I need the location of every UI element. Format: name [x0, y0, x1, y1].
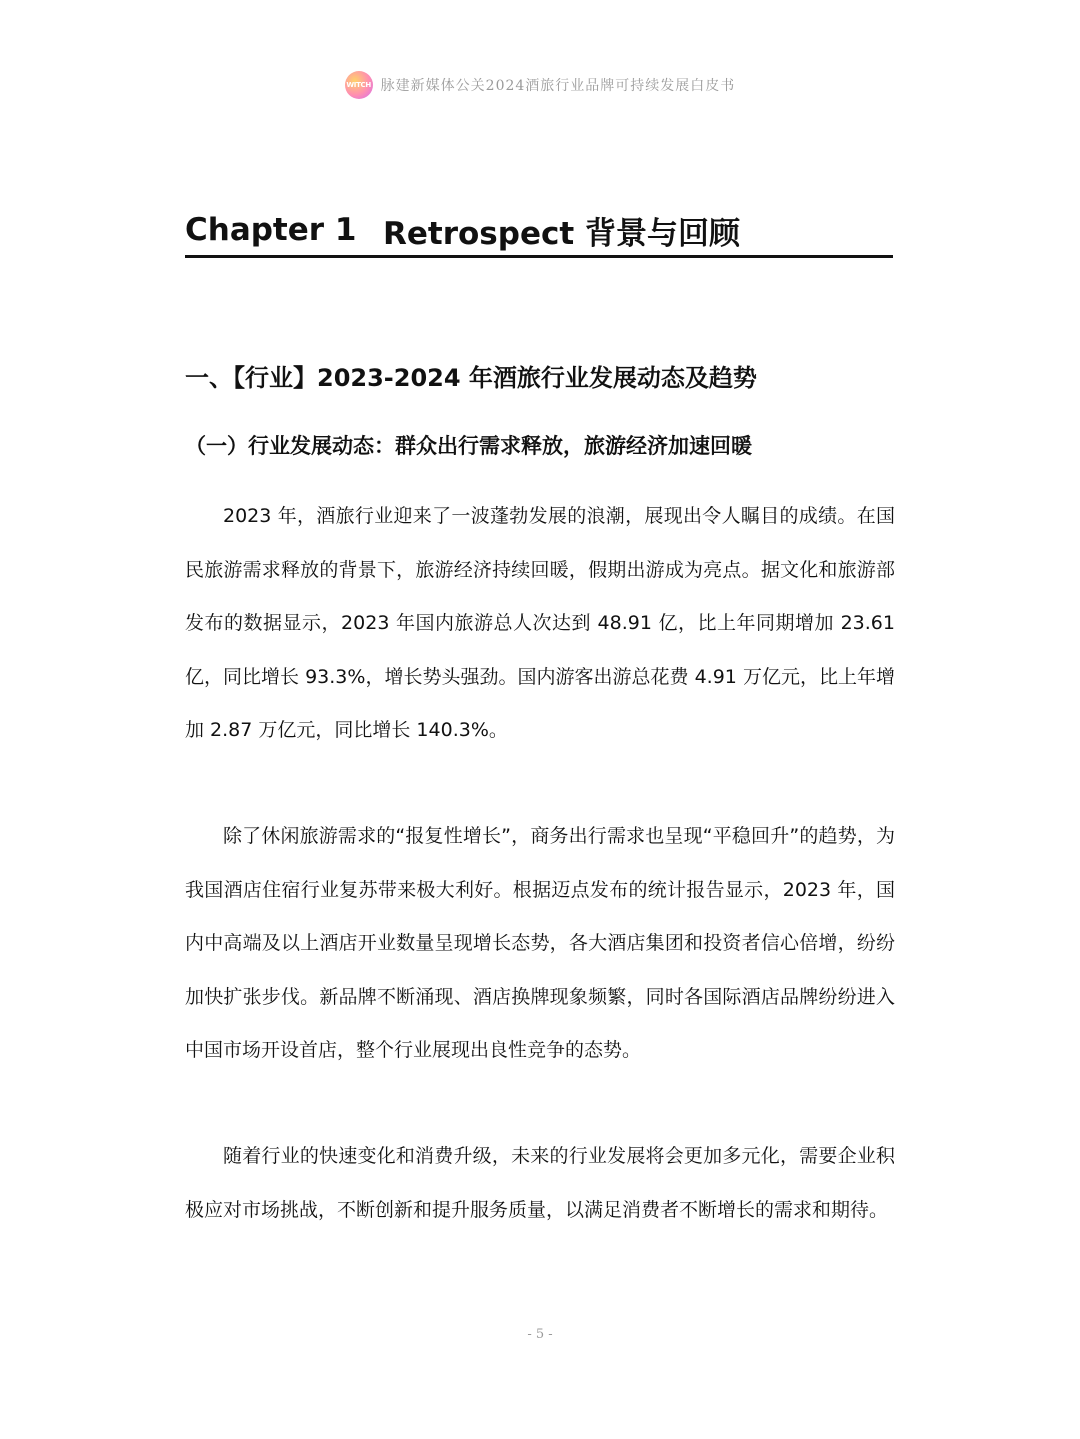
header-title: 脉建新媒体公关2024酒旅行业品牌可持续发展白皮书 [380, 78, 736, 94]
body-paragraph: 随着行业的快速变化和消费升级，未来的行业发展将会更加多元化，需要企业积极应对市场挑战，不断创新和提升服务质量，以满足消费者不断增长的需求和期待。 [185, 1145, 895, 1221]
chapter-title: Retrospect 背景与回顾 [383, 215, 740, 252]
subsection-heading: （一）行业发展动态：群众出行需求释放，旅游经济加速回暖 [185, 434, 752, 458]
body-paragraph: 除了休闲旅游需求的“报复性增长”，商务出行需求也呈现“平稳回升”的趋势，为我国酒店住宿行业复苏带来极大利好。根据迈点发布的统计报告显示，2023 年，国内中高端及以上酒店开业数量呈现增长态势，各大酒店集团和投资者信心倍增，纷纷加快扩张步伐。新品牌不断涌现、酒店换牌现象频繁，同时各国际酒店品牌纷纷进入中国市场开设首店，整个行业展现出良性竞争的态势。 [185, 825, 895, 1061]
chapter-number: Chapter 1 [185, 212, 357, 248]
body-paragraph: 2023 年，酒旅行业迎来了一波蓬勃发展的浪潮，展现出令人瞩目的成绩。在国民旅游需求释放的背景下，旅游经济持续回暖，假期出游成为亮点。据文化和旅游部发布的数据显示，2023 年国内旅游总人次达到 48.91 亿，比上年同期增加 23.61 亿，同比增长 93.3%，增长势头强劲。国内游客出游总花费 4.91 万亿元，比上年增加 2.87 万亿元，同比增长 140.3%。 [185, 505, 895, 741]
logo-text: WITCH [346, 81, 371, 89]
page-number: - 5 - [527, 1327, 553, 1342]
page-header [0, 70, 1080, 100]
section-heading: 一、【行业】2023-2024 年酒旅行业发展动态及趋势 [185, 364, 757, 392]
brand-logo [345, 71, 373, 99]
chapter-heading [185, 205, 893, 258]
